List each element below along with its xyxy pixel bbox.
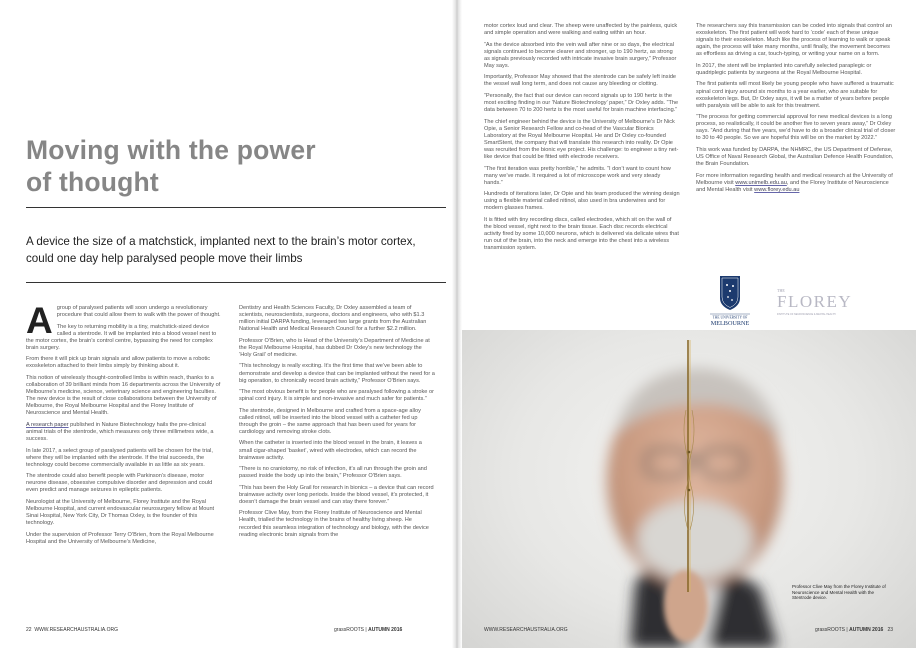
article-title: Moving with the power of thought [26, 135, 316, 197]
issue-label: AUTUMN 2016 [849, 627, 884, 633]
paragraph: The stentrode could also benefit people with Parkinson’s disease, motor neurone disease, obsessive compulsive disorder and depression and could even predict and manage seizures in epileptic patients. [26, 473, 213, 494]
paragraph: From there it will pick up brain signals and allow patients to move a robotic exoskeleton attached to their limbs simply by thinking about it. [26, 356, 211, 370]
paragraph: The chief engineer behind the device is the University of Melbourne’s Dr Nick Opie, a Senior Research Fellow and co-head of the Vascular Bionics Laboratory at the Royal Melbourne Hospital. He and Dr Oxley co-founded SmartStent, the company that will translate this research into reality. Dr Opie was recruited from the bionic eye project. His challenge: to engineer a tiny net-like device that could be fitted with electrode receivers. [484, 118, 679, 161]
paragraph: Agroup of paralysed patients will soon undergo a revolutionary procedure that could allow them to walk with the power of thought. [26, 300, 221, 341]
research-paper-link[interactable]: A research paper [26, 421, 69, 428]
hand [664, 570, 708, 642]
right-column-2 [696, 23, 896, 198]
page-number: 22 [26, 627, 32, 633]
left-column-2 [239, 305, 435, 543]
paragraph: This work was funded by DARPA, the NHMRC, the US Department of Defense, US Office of Naval Research Global, the Australian Defence Health Foundation, the Brain Foundation. [696, 146, 894, 168]
paragraph: This notion of wirelessly thought-controlled limbs is within reach, thanks to a collaboration of 39 brilliant minds from 16 departments across the University of Melbourne’s medicine, science, veterinary science and engineering faculties. The new device is the result of close collaborations between the University of Melbourne, the Royal Melbourne Hospital and the Florey Institute of Neuroscience and Mental Health. [26, 374, 221, 417]
paragraph: In 2017, the stent will be implanted into carefully selected paraplegic or quadriplegic patients by surgeons at the Royal Melbourne Hospital. [696, 62, 872, 76]
paragraph: In late 2017, a select group of paralysed patients will be chosen for the trial, where they will be implanted with the stentrode. If the trial succeeds, the technology could become commercially available in as little as six years. [26, 447, 213, 468]
paragraph: The first patients will most likely be young people who have suffered a traumatic spinal cord injury around six months to a year earlier, who are suitable for exoskeleton legs. But, Dr Oxley says, it will be a matter of years before people with paralysis will be able to ask for this treatment. [696, 81, 894, 109]
svg-text:MELBOURNE: MELBOURNE [710, 320, 750, 327]
paragraph: Hundreds of iterations later, Dr Opie and his team produced the winning design using a flexible material called nitinol, also used in bra underwires and for modern glasses frames. [484, 191, 680, 212]
paragraph: The researchers say this transmission can be coded into signals that control an exoskeleton. The first patient will work hard to ‘code’ each of these unique signals to their exoskeleton. Much like the process of learning to walk or speak again, the process will take many months, until finally, the movement becomes as effortless as driving a car, touch-typing, or writing your name on a form. [696, 23, 892, 58]
paragraph: motor cortex loud and clear. The sheep were unaffected by the painless, quick and simple operation and were walking and eating within an hour. [484, 23, 678, 37]
svg-text:THE UNIVERSITY OF: THE UNIVERSITY OF [712, 315, 748, 320]
spread-gutter [452, 0, 462, 648]
drop-cap: A [26, 300, 53, 341]
paragraph: Under the supervision of Professor Terry O’Brien, from the Royal Melbourne Hospital and the University of Melbourne’s Medicine, [26, 531, 214, 545]
paragraph: “This technology is really exciting. It’s the first time that we’ve been able to demonstrate and develop a device that can be implanted without the need for a big operation, to chronically record brain activity,” Professor O’Brien says. [239, 363, 435, 384]
right-footer: grassROOTS | AUTUMN 2016 23 [815, 627, 894, 633]
paragraph: The stentrode, designed in Melbourne and crafted from a space-age alloy called nitinol, will be inserted into the blood vessel with a catheter fed up through the groin – the same approach that has been used for years for cardiology and removing stroke clots. [239, 407, 421, 435]
paragraph: “The first iteration was pretty horrible,” he admits. “I don’t want to count how many we’ve made. It required a lot of microscope work and very steady hands.” [484, 165, 671, 186]
page-number: 23 [887, 627, 894, 633]
magazine-name: grassROOTS [815, 627, 846, 633]
right-footer-url [484, 627, 568, 634]
article-standfirst: A device the size of a matchstick, implanted next to the brain’s motor cortex, could one day help paralysed people move their limbs [26, 235, 416, 265]
paragraph: It is fitted with tiny recording discs, called electrodes, which sit on the wall of the blood vessel, right next to the brain tissue. Each disc records electrical activity fired by some 10,000 neurons, which is delivered via delicate wires that run out of the brain, into the neck and emerge into the chest into a wireless transmission system. [484, 216, 679, 252]
left-footer-brand: grassROOTS | AUTUMN 2016 [334, 627, 403, 633]
paragraph: “This has been the Holy Grail for research in bionics – a device that can record brainwave activity over long periods. Inside the blood vessel, it’s protected, it doesn’t damage the brain vessel and can stay there forever.” [239, 484, 434, 505]
florey-link[interactable]: www.florey.edu.au [754, 186, 800, 193]
florey-institute-logo [774, 286, 874, 320]
paragraph: Dentistry and Health Sciences Faculty, Dr Oxley assembled a team of scientists, neuroscientists, surgeons, doctors and engineers, who with $1.3 million initial DARPA funding, leveraged two large grants from the Australian National Health and Medical Research Council for a further $2.2 million. [239, 305, 427, 333]
partner-logos [702, 272, 902, 332]
standfirst-rule [26, 282, 446, 283]
right-column-1 [484, 23, 680, 257]
unimelb-link[interactable]: www.unimelb.edu.au [735, 179, 787, 186]
magazine-name: grassROOTS [334, 627, 365, 633]
paragraph: “The most obvious benefit is for people who are paralysed following a stroke or spinal cord injury. It is simple and non-invasive and much safer for patients.” [239, 389, 434, 403]
photo-caption: Professor Clive May from the Florey Institute of Neuroscience and Mental Health with the Stentrode device. [792, 584, 886, 600]
left-footer [26, 627, 118, 634]
footer-url[interactable]: WWW.RESEARCHAUSTRALIA.ORG [34, 627, 118, 633]
paragraph: For more information regarding health and medical research at the University of Melbourne visit www.unimelb.edu.au, and the Florey Institute of Neuroscience and Mental Health visit www.florey.edu.au [696, 172, 893, 193]
paragraph: Professor Clive May, from the Florey Institute of Neuroscience and Mental Health, trialled the technology in the brains of healthy living sheep. He recorded this seamless integration of technology and biology, with the device reading electronic brain signals from the [239, 510, 429, 538]
svg-text:INSTITUTE OF NEUROSCIENCE & ME: INSTITUTE OF NEUROSCIENCE & MENTAL HEALTH [777, 313, 836, 316]
svg-text:FLOREY: FLOREY [777, 292, 853, 311]
footer-url[interactable]: WWW.RESEARCHAUSTRALIA.ORG [484, 627, 568, 633]
paragraph: “The process for getting commercial approval for new medical devices is a long process, so realistically, it could be another five to seven years away,” Dr Oxley says. “And during that five years, we’d have to do a broader clinical trial of closer to 30 to 40 people. So we are hopeful this will be on the market by 2022.” [696, 114, 896, 142]
paragraph: “There is no craniotomy, no risk of infection, it’s all run through the groin and passed inside the body up into the brain,” Professor O’Brien says. [239, 466, 427, 480]
title-rule [26, 207, 446, 208]
paragraph: Importantly, Professor May showed that the stentrode can be safely left inside the vessel wall long term, and does not cause any bleeding or clotting. [484, 74, 677, 88]
right-page [460, 0, 916, 648]
paragraph: Neurologist at the University of Melbourne, Florey Institute and the Royal Melbourne Hospital, and current endovascular neurosurgery fellow at Mount Sinai Hospital, New York City, Dr Thomas Oxley, is the founder of this technology. [26, 498, 215, 527]
svg-text:THE: THE [777, 288, 785, 293]
paragraph: The key to returning mobility is a tiny, matchstick-sized device called a stentrode. It will be implanted into a blood vessel next to the motor cortex, the brain’s control centre, bypassing the need for complex brain surgery. [26, 323, 217, 351]
paragraph: “As the device absorbed into the vein wall after nine or so days, the electrical signals continued to become clearer and stronger, up to 190 hertz, as strong as signals previously recorded with intricate invasive brain surgery,” Professor May says. [484, 41, 677, 69]
left-page [0, 0, 455, 648]
paragraph: “Personally, the fact that our device can record signals up to 190 hertz is the most exciting finding in our ‘Nature Biotechnology’ paper,” Dr Oxley adds. “The data between 70 to 200 hertz is the most useful for brain machine interfacing.” [484, 92, 679, 114]
paragraph: A research paper published in Nature Biotechnology hails the pre-clinical animal trials of the stentrode, which measures only three millimetres wide, a success. [26, 421, 214, 443]
issue-label: AUTUMN 2016 [368, 627, 403, 633]
paragraph: When the catheter is inserted into the blood vessel in the brain, it leaves a small cigar-shaped ‘basket’, wired with electrodes, which can record the brainwave activity. [239, 440, 422, 461]
paragraph: Professor O’Brien, who is Head of the University’s Department of Medicine at the Royal Melbourne Hospital, has dubbed Dr Oxley’s new technology the ‘Holy Grail’ of medicine. [239, 337, 430, 358]
university-of-melbourne-logo [702, 272, 758, 328]
left-column-1 [26, 300, 222, 550]
